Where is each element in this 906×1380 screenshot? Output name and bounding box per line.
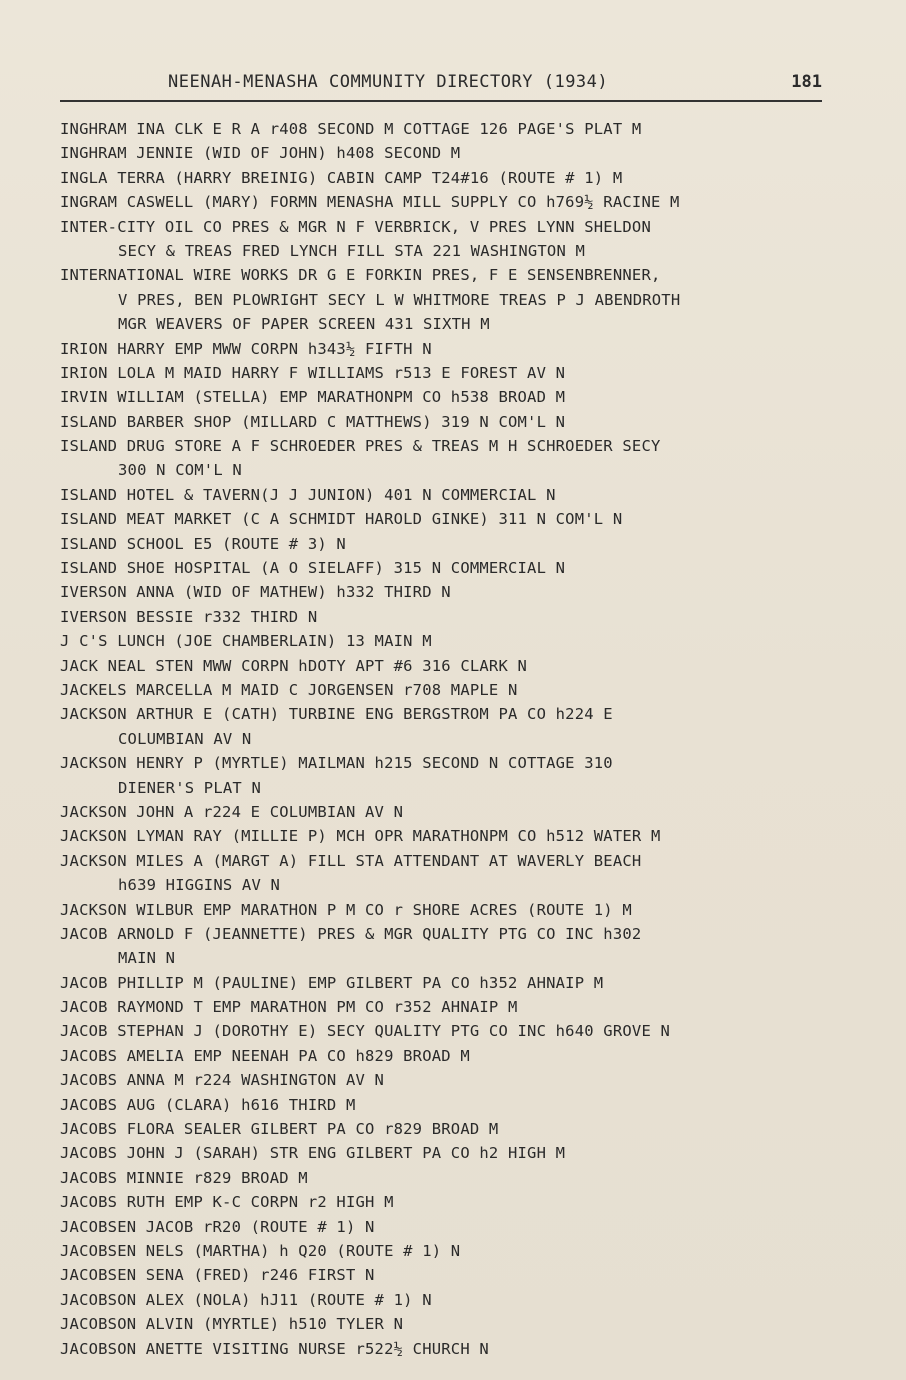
directory-entry: JACOBSEN SENA (FRED) r246 FIRST N <box>60 1266 375 1285</box>
directory-listing <box>60 117 860 1361</box>
directory-entry: ISLAND SCHOOL E5 (ROUTE # 3) N <box>60 534 346 553</box>
directory-entry: JACOBS AUG (CLARA) h616 THIRD M <box>60 1095 356 1114</box>
directory-entry-continuation: h639 HIGGINS AV N <box>118 876 281 895</box>
directory-entry-continuation: 300 N COM'L N <box>118 461 242 480</box>
directory-entry-continuation: V PRES, BEN PLOWRIGHT SECY L W WHITMORE TREAS P J ABENDROTH <box>118 290 681 309</box>
directory-entry: ISLAND BARBER SHOP (MILLARD C MATTHEWS) 319 N COM'L N <box>60 412 566 431</box>
directory-entry: INGRAM CASWELL (MARY) FORMN MENASHA MILL SUPPLY CO h769½ RACINE M <box>60 193 680 212</box>
directory-entry-continuation: MGR WEAVERS OF PAPER SCREEN 431 SIXTH M <box>118 315 490 334</box>
directory-entry: INGHRAM INA CLK E R A r408 SECOND M COTTAGE 126 PAGE'S PLAT M <box>60 120 642 138</box>
page-header <box>60 70 822 102</box>
directory-entry: JACK NEAL STEN MWW CORPN hDOTY APT #6 316 CLARK N <box>60 656 528 675</box>
directory-entry: JACOBSEN JACOB rR20 (ROUTE # 1) N <box>60 1217 375 1236</box>
directory-entry: IRVIN WILLIAM (STELLA) EMP MARATHONPM CO h538 BROAD M <box>60 388 566 407</box>
directory-entry: JACKSON HENRY P (MYRTLE) MAILMAN h215 SECOND N COTTAGE 310 <box>60 754 613 773</box>
directory-entry: INGLA TERRA (HARRY BREINIG) CABIN CAMP T24#16 (ROUTE # 1) M <box>60 168 623 187</box>
directory-entry: IRION LOLA M MAID HARRY F WILLIAMS r513 E FOREST AV N <box>60 363 566 382</box>
directory-entry: JACOBS ANNA M r224 WASHINGTON AV N <box>60 1071 385 1090</box>
directory-entry: INTER-CITY OIL CO PRES & MGR N F VERBRICK, V PRES LYNN SHELDON <box>60 217 651 236</box>
directory-entry: JACKSON ARTHUR E (CATH) TURBINE ENG BERGSTROM PA CO h224 E <box>60 705 613 724</box>
directory-entry: JACKSON LYMAN RAY (MILLIE P) MCH OPR MARATHONPM CO h512 WATER M <box>60 827 661 846</box>
directory-entry: ISLAND HOTEL & TAVERN(J J JUNION) 401 N COMMERCIAL N <box>60 485 556 504</box>
directory-entry: ISLAND SHOE HOSPITAL (A O SIELAFF) 315 N COMMERCIAL N <box>60 559 566 578</box>
directory-entry: JACOBS AMELIA EMP NEENAH PA CO h829 BROAD M <box>60 1046 470 1065</box>
directory-entry: IRION HARRY EMP MWW CORPN h343½ FIFTH N <box>60 339 432 358</box>
page-title: NEENAH-MENASHA COMMUNITY DIRECTORY (1934) <box>168 72 609 92</box>
directory-entry: ISLAND MEAT MARKET (C A SCHMIDT HAROLD GINKE) 311 N COM'L N <box>60 510 623 529</box>
directory-entry: JACKSON WILBUR EMP MARATHON P M CO r SHORE ACRES (ROUTE 1) M <box>60 900 632 919</box>
directory-entry: JACOB ARNOLD F (JEANNETTE) PRES & MGR QUALITY PTG CO INC h302 <box>60 924 642 943</box>
directory-entry: JACOB STEPHAN J (DOROTHY E) SECY QUALITY PTG CO INC h640 GROVE N <box>60 1022 671 1041</box>
directory-entry: INTERNATIONAL WIRE WORKS DR G E FORKIN PRES, F E SENSENBRENNER, <box>60 266 661 285</box>
directory-entry: IVERSON BESSIE r332 THIRD N <box>60 607 318 626</box>
directory-entry: JACOBSON ALVIN (MYRTLE) h510 TYLER N <box>60 1315 404 1334</box>
directory-entry-continuation: DIENER'S PLAT N <box>118 778 261 797</box>
directory-entry: JACOB PHILLIP M (PAULINE) EMP GILBERT PA CO h352 AHNAIP M <box>60 973 604 992</box>
directory-entry: J C'S LUNCH (JOE CHAMBERLAIN) 13 MAIN M <box>60 632 432 651</box>
directory-entry: IVERSON ANNA (WID OF MATHEW) h332 THIRD N <box>60 583 451 602</box>
directory-entry: JACOBS MINNIE r829 BROAD M <box>60 1168 308 1187</box>
directory-entry-continuation: SECY & TREAS FRED LYNCH FILL STA 221 WASHINGTON M <box>118 241 586 260</box>
directory-entry: JACOBSEN NELS (MARTHA) h Q20 (ROUTE # 1) N <box>60 1241 461 1260</box>
directory-entry: JACKSON MILES A (MARGT A) FILL STA ATTENDANT AT WAVERLY BEACH <box>60 851 642 870</box>
directory-entry: JACOBS FLORA SEALER GILBERT PA CO r829 BROAD M <box>60 1120 499 1139</box>
directory-entry: INGHRAM JENNIE (WID OF JOHN) h408 SECOND M <box>60 144 461 163</box>
directory-entry: JACOB RAYMOND T EMP MARATHON PM CO r352 AHNAIP M <box>60 998 518 1017</box>
directory-entry-continuation: COLUMBIAN AV N <box>118 729 252 748</box>
directory-entry: ISLAND DRUG STORE A F SCHROEDER PRES & TREAS M H SCHROEDER SECY <box>60 437 661 456</box>
directory-entry: JACOBSON ALEX (NOLA) hJ11 (ROUTE # 1) N <box>60 1290 432 1309</box>
directory-entry: JACKSON JOHN A r224 E COLUMBIAN AV N <box>60 802 404 821</box>
directory-entry: JACKELS MARCELLA M MAID C JORGENSEN r708 MAPLE N <box>60 680 518 699</box>
directory-entry: JACOBS RUTH EMP K-C CORPN r2 HIGH M <box>60 1193 394 1212</box>
page-number: 181 <box>791 72 822 92</box>
directory-entry: JACOBS JOHN J (SARAH) STR ENG GILBERT PA CO h2 HIGH M <box>60 1144 566 1163</box>
directory-entry-continuation: MAIN N <box>118 949 176 968</box>
directory-entry: JACOBSON ANETTE VISITING NURSE r522½ CHURCH N <box>60 1339 489 1358</box>
